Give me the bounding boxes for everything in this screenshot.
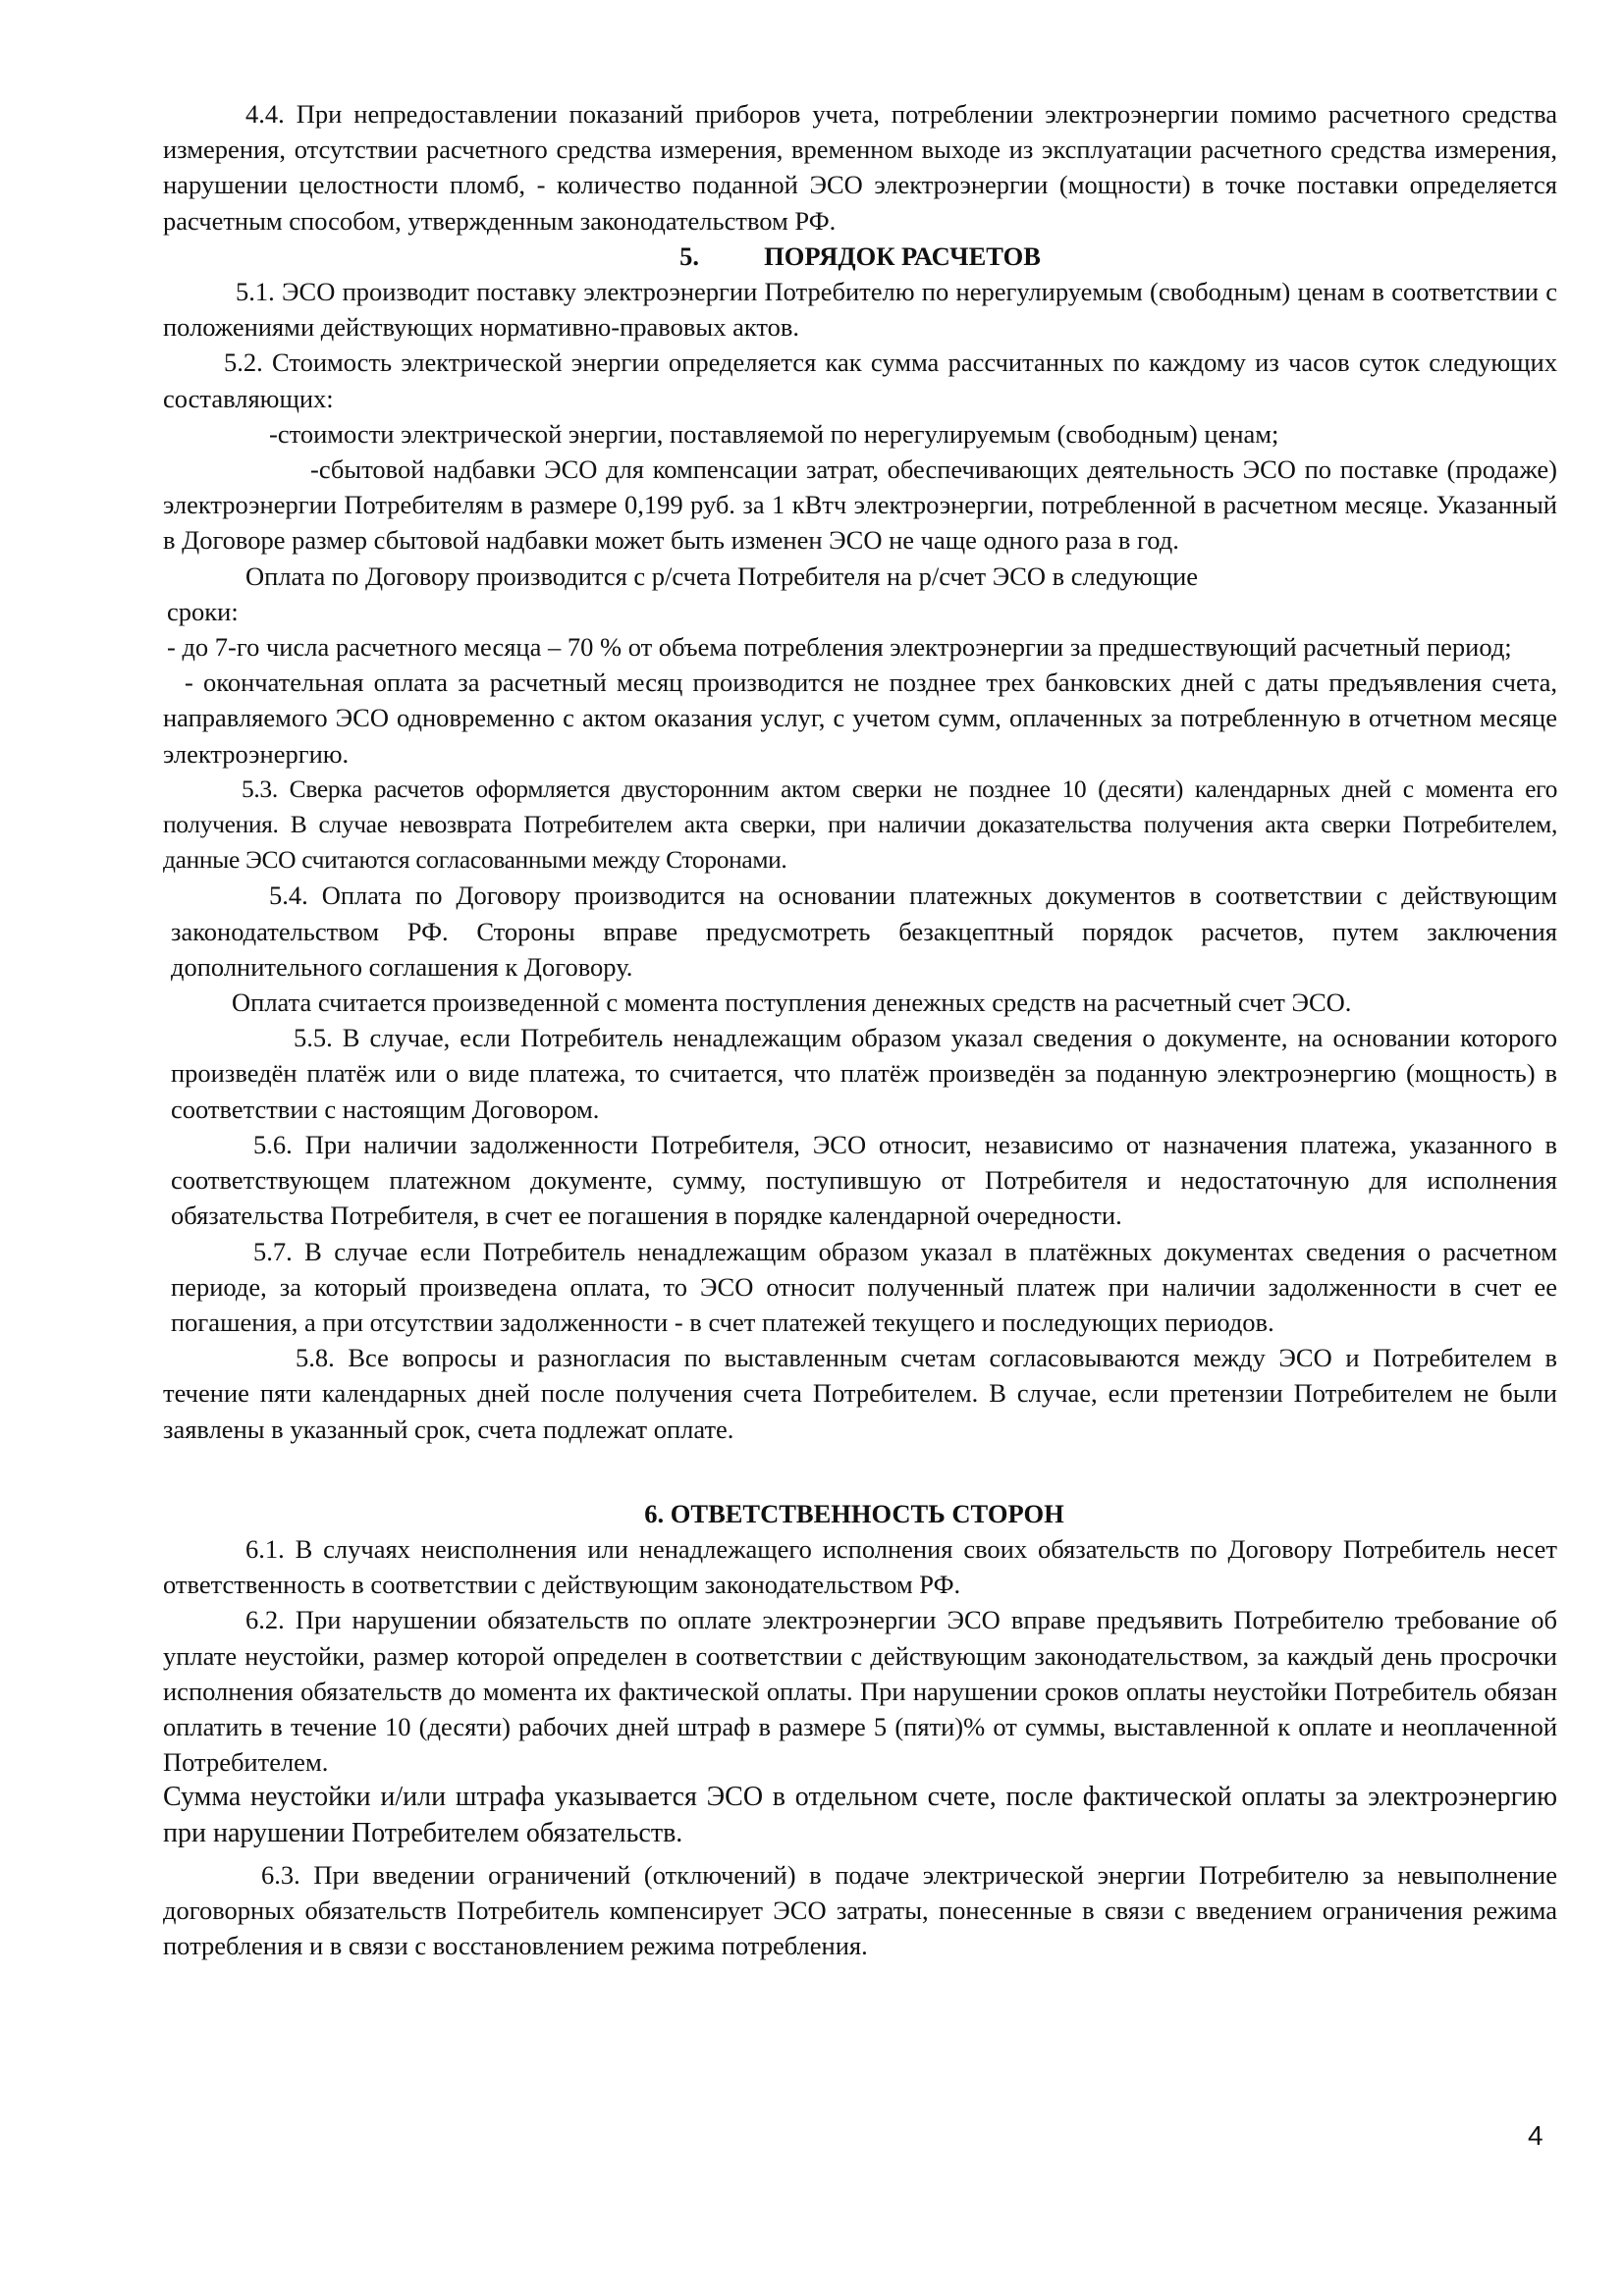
section-5-number: 5. xyxy=(679,240,699,271)
paragraph-5-2-payment-cont: сроки: xyxy=(167,596,239,626)
paragraph-5-3: 5.3. Сверка расчетов оформляется двусторонним актом сверки не позднее 10 (десяти) календарных дней с момента его получения. В случае невозврата Потребителем акта сверки, при наличии доказательства получения акта сверки Потребителем, данные ЭСО считаются согласованными между Сторонами. xyxy=(163,774,1557,875)
paragraph-5-1: 5.1. ЭСО производит поставку электроэнергии Потребителю по нерегулируемым (свободным) ценам в соответствии с положениями действующих нормативно-правовых актов. xyxy=(163,277,1557,343)
paragraph-5-5: 5.5. В случае, если Потребитель ненадлежащим образом указал сведения о документе, на основании которого произведён платёж или о виде платежа, то считается, что платёж произведён за поданную электроэнергию (мощность) в соответствии с настоящим Договором. xyxy=(171,1023,1557,1124)
page-number: 4 xyxy=(1528,2120,1543,2151)
paragraph-5-2-item-1: -стоимости электрической энергии, поставляемой по нерегулируемым (свободным) ценам; xyxy=(269,418,1279,449)
paragraph-5-4: 5.4. Оплата по Договору производится на основании платежных документов в соответствии с действующим законодательством РФ. Стороны вправе предусмотреть безакцептный порядок расчетов, путем заключения дополнительного соглашения к Договору. xyxy=(171,881,1557,982)
paragraph-5-2-term-2: - окончательная оплата за расчетный месяц производится не позднее трех банковских дней с даты предъявления счета, направляемого ЭСО одновременно с актом оказания услуг, с учетом сумм, оплаченных за потребленную в отчетном месяце электроэнергию. xyxy=(163,667,1557,769)
section-5-heading xyxy=(163,239,1557,274)
paragraph-5-8: 5.8. Все вопросы и разногласия по выставленным счетам согласовываются между ЭСО и Потребителем в течение пяти календарных дней после получения счета Потребителем. В случае, если претензии Потребителем не были заявлены в указанный срок, счета подлежат оплате. xyxy=(163,1343,1557,1444)
paragraph-5-2-payment: Оплата по Договору производится с р/счета Потребителя на р/счет ЭСО в следующие xyxy=(245,561,1199,591)
paragraph-6-3: 6.3. При введении ограничений (отключений) в подаче электрической энергии Потребителю за невыполнение договорных обязательств Потребитель компенсирует ЭСО затраты, понесенные в связи с введением ограничения режима потребления и в связи с восстановлением режима потребления. xyxy=(163,1859,1557,1961)
document-page xyxy=(163,96,1557,1963)
paragraph-5-2-item-2: -сбытовой надбавки ЭСО для компенсации затрат, обеспечивающих деятельность ЭСО по поставке (продаже) электроэнергии Потребителям в размере 0,199 руб. за 1 кВтч электроэнергии, потребленной в расчетном месяце. Указанный в Договоре размер сбытовой надбавки может быть изменен ЭСО не чаще одного раза в год. xyxy=(163,454,1557,556)
paragraph-4-4: 4.4. При непредоставлении показаний приборов учета, потреблении электроэнергии помимо расчетного средства измерения, отсутствии расчетного средства измерения, временном выходе из эксплуатации расчетного средства измерения, нарушении целостности пломб, - количество поданной ЭСО электроэнергии (мощности) в точке поставки определяется расчетным способом, утвержденным законодательством РФ. xyxy=(163,99,1557,236)
paragraph-5-4-b: Оплата считается произведенной с момента поступления денежных средств на расчетный счет ЭСО. xyxy=(232,988,1352,1018)
paragraph-5-6: 5.6. При наличии задолженности Потребителя, ЭСО относит, независимо от назначения платежа, указанного в соответствующем платежном документе, сумму, поступившую от Потребителя и недостаточную для исполнения обязательства Потребителя, в счет ее погашения в порядке календарной очередности. xyxy=(171,1129,1557,1231)
paragraph-6-2-b: Сумма неустойки и/или штрафа указывается ЭСО в отдельном счете, после фактической оплаты за электроэнергию при нарушении Потребителем обязательств. xyxy=(163,1782,1557,1848)
paragraph-5-7: 5.7. В случае если Потребитель ненадлежащим образом указал в платёжных документах сведения о расчетном периоде, за который произведена оплата, то ЭСО относит полученный платеж при наличии задолженности в счет ее погашения, а при отсутствии задолженности - в счет платежей текущего и последующих периодов. xyxy=(171,1236,1557,1337)
section-5-title: ПОРЯДОК РАСЧЕТОВ xyxy=(764,240,1041,271)
section-spacer xyxy=(163,1447,1557,1496)
paragraph-5-2-term-1: - до 7-го числа расчетного месяца – 70 % от объема потребления электроэнергии за предшествующий расчетный период; xyxy=(167,632,1512,663)
section-6-heading: 6. ОТВЕТСТВЕННОСТЬ СТОРОН xyxy=(644,1498,1064,1528)
paragraph-6-2: 6.2. При нарушении обязательств по оплате электроэнергии ЭСО вправе предъявить Потребителю требование об уплате неустойки, размер которой определен в соответствии с действующим законодательством, за каждый день просрочки исполнения обязательств до момента их фактической оплаты. При нарушении сроков оплаты неустойки Потребитель обязан оплатить в течение 10 (десяти) рабочих дней штраф в размере 5 (пяти)% от суммы, выставленной к оплате и неоплаченной Потребителем. xyxy=(163,1605,1557,1778)
paragraph-6-1: 6.1. В случаях неисполнения или ненадлежащего исполнения своих обязательств по Договору Потребитель несет ответственность в соответствии с действующим законодательством РФ. xyxy=(163,1533,1557,1600)
paragraph-5-2: 5.2. Стоимость электрической энергии определяется как сумма рассчитанных по каждому из часов суток следующих составляющих: xyxy=(163,347,1557,413)
